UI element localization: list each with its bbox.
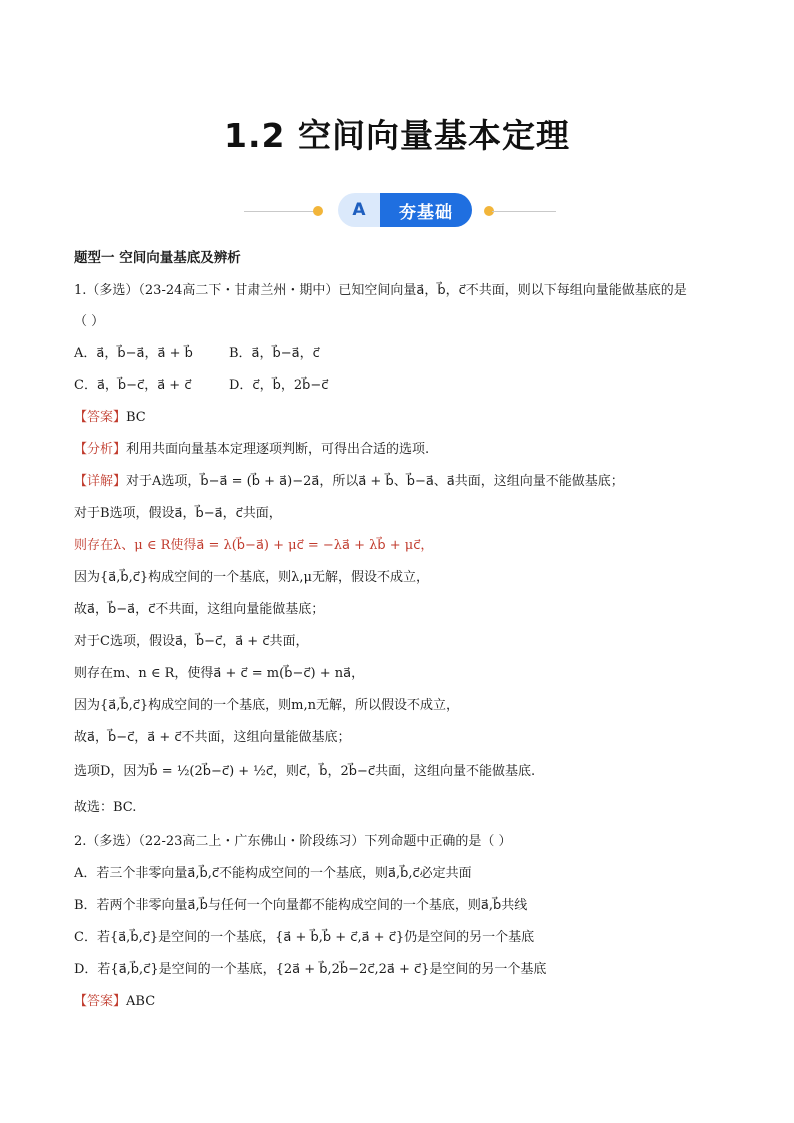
question-1-conclusion: 故选：BC.	[74, 800, 137, 815]
answer-value: ABC	[126, 994, 156, 1009]
section-heading: 题型一 空间向量基底及辨析	[74, 250, 241, 266]
banner-left-dot	[313, 206, 323, 216]
question-1-detail-2: 对于B选项，假设a⃗，b⃗−a⃗，c⃗共面，	[74, 506, 282, 521]
question-1-detail-1	[74, 472, 624, 492]
question-1-detail-10: 选项D，因为b⃗ = ½(2b⃗−c⃗) + ½c⃗，则c⃗，b⃗，2b⃗−c⃗共面，这组向量不能做基底.	[74, 764, 536, 779]
question-1-option-a: A．a⃗，b⃗−a⃗，a⃗ + b⃗	[74, 346, 193, 361]
question-2-stem: 2.（多选）（22-23高二上・广东佛山・阶段练习）下列命题中正确的是（ ）	[74, 834, 512, 849]
question-1-answer	[74, 408, 146, 428]
banner-right-line	[492, 211, 556, 212]
answer-tag: 【答案】	[74, 410, 127, 425]
question-1-detail-6: 对于C选项，假设a⃗，b⃗−c⃗，a⃗ + c⃗共面，	[74, 634, 309, 649]
banner-letter: A	[338, 193, 380, 227]
banner-label: 夯基础	[380, 193, 472, 227]
question-1-detail-3: 则存在λ、μ ∈ R使得a⃗ = λ(b⃗−a⃗) + μc⃗ = −λa⃗ + λb⃗ + μc⃗，	[74, 538, 434, 553]
question-1-detail-5: 故a⃗，b⃗−a⃗，c⃗不共面，这组向量能做基底；	[74, 602, 325, 617]
answer-tag: 【答案】	[74, 994, 127, 1009]
question-2-option-a: A．若三个非零向量a⃗,b⃗,c⃗不能构成空间的一个基底，则a⃗,b⃗,c⃗必定共面	[74, 866, 472, 881]
question-1-detail-4: 因为{a⃗,b⃗,c⃗}构成空间的一个基底，则λ,μ无解，假设不成立，	[74, 570, 429, 585]
section-banner	[0, 192, 794, 228]
question-1-detail-9: 故a⃗，b⃗−c⃗，a⃗ + c⃗不共面，这组向量能做基底；	[74, 730, 351, 745]
banner-left-line	[244, 211, 314, 212]
banner-pill	[338, 193, 472, 227]
question-1-detail-8: 因为{a⃗,b⃗,c⃗}构成空间的一个基底，则m,n无解，所以假设不成立，	[74, 698, 460, 713]
detail-text-1: 对于A选项，b⃗−a⃗ = (b⃗ + a⃗)−2a⃗，所以a⃗ + b⃗、b⃗−a⃗、a⃗共面，这组向量不能做基底；	[126, 474, 624, 489]
question-1-options-cd	[74, 376, 328, 396]
question-2-option-c: C．若{a⃗,b⃗,c⃗}是空间的一个基底，{a⃗ + b⃗,b⃗ + c⃗,a⃗ + c⃗}仍是空间的另一个基底	[74, 930, 535, 945]
question-1-blank: （ ）	[74, 314, 105, 329]
analysis-text: 利用共面向量基本定理逐项判断，可得出合适的选项.	[126, 442, 430, 457]
question-1-detail-7: 则存在m、n ∈ R，使得a⃗ + c⃗ = m(b⃗−c⃗) + na⃗，	[74, 666, 365, 681]
analysis-tag: 【分析】	[74, 442, 127, 457]
detail-tag: 【详解】	[74, 474, 127, 489]
question-2-option-d: D．若{a⃗,b⃗,c⃗}是空间的一个基底，{2a⃗ + b⃗,2b⃗−2c⃗,2a⃗ + c⃗}是空间的另一个基底	[74, 962, 547, 977]
page-title: 1.2 空间向量基本定理	[224, 116, 570, 155]
answer-value: BC	[126, 410, 146, 425]
question-1-option-c: C．a⃗，b⃗−c⃗，a⃗ + c⃗	[74, 378, 192, 393]
question-1-stem: 1.（多选）（23-24高二下・甘肃兰州・期中）已知空间向量a⃗，b⃗，c⃗不共面，则以下每组向量能做基底的是	[74, 283, 687, 298]
question-1-option-b: B．a⃗，b⃗−a⃗，c⃗	[229, 346, 320, 361]
question-2-option-b: B．若两个非零向量a⃗,b⃗与任何一个向量都不能构成空间的一个基底，则a⃗,b⃗共线	[74, 898, 528, 913]
question-1-analysis	[74, 440, 429, 460]
question-1-options-ab	[74, 344, 320, 364]
question-2-answer	[74, 992, 155, 1012]
question-1-option-d: D．c⃗，b⃗，2b⃗−c⃗	[229, 378, 329, 393]
